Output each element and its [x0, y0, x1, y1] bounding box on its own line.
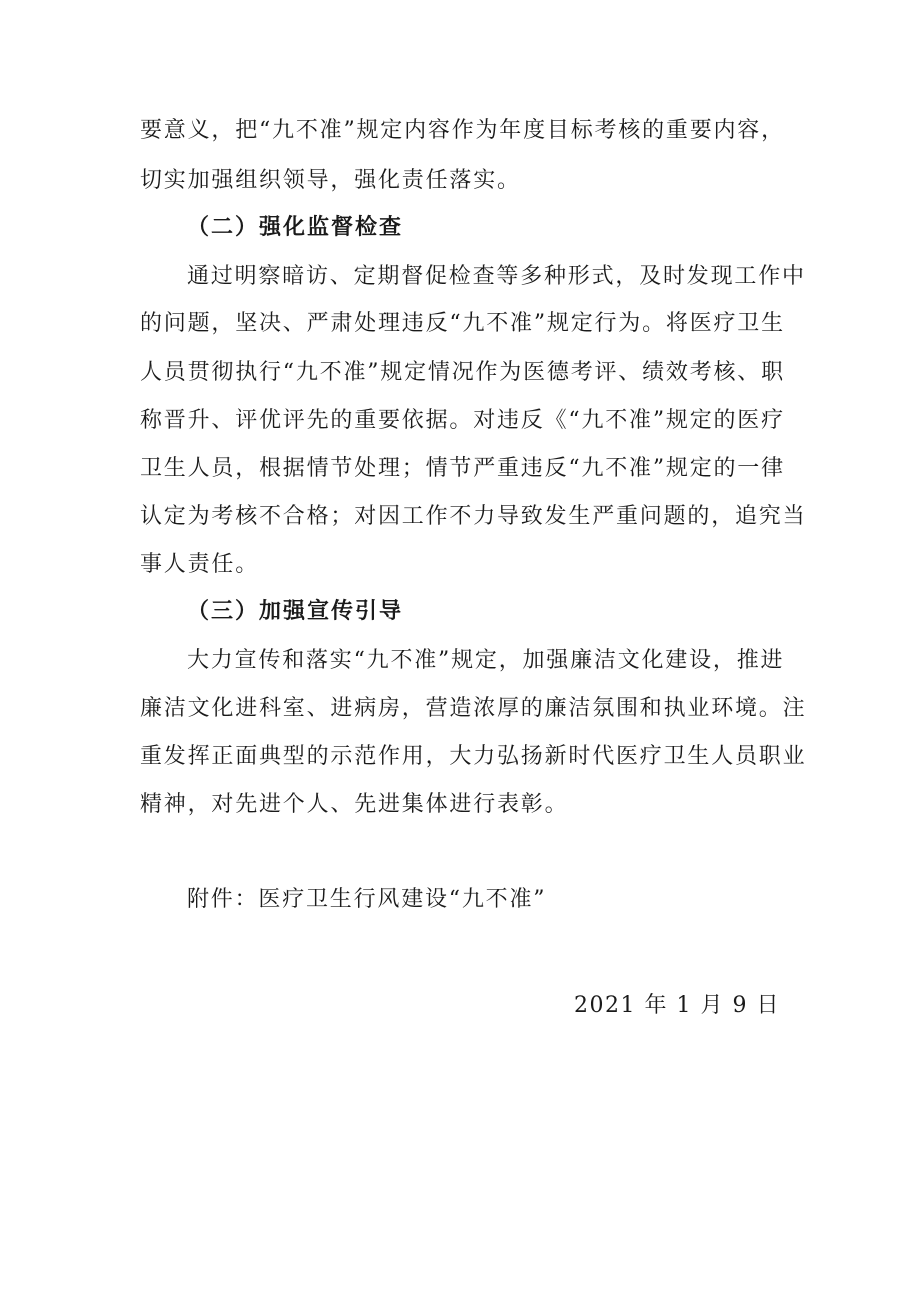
- section-heading-supervision: （二）强化监督检查: [187, 215, 404, 240]
- paragraph-line: 称晋升、评优评先的重要依据。对违反《“九不准”规定的医疗: [140, 408, 785, 433]
- paragraph-line: 通过明察暗访、定期督促检查等多种形式，及时发现工作中: [187, 264, 806, 289]
- paragraph-line: 切实加强组织领导，强化责任落实。: [140, 168, 521, 193]
- paragraph-line: 廉洁文化进科室、进病房，营造浓厚的廉洁氛围和执业环境。注: [140, 696, 807, 721]
- paragraph-line: 要意义，把“九不准”规定内容作为年度目标考核的重要内容，: [140, 118, 785, 143]
- paragraph-line: 精神，对先进个人、先进集体进行表彰。: [140, 792, 569, 817]
- document-date: 2021 年 1 月 9 日: [574, 993, 780, 1018]
- paragraph-line: 人员贯彻执行“九不准”规定情况作为医德考评、绩效考核、职: [140, 360, 785, 385]
- paragraph-line: 卫生人员，根据情节处理；情节严重违反“九不准”规定的一律: [140, 456, 785, 481]
- paragraph-line: 大力宣传和落实“九不准”规定，加强廉洁文化建设，推进: [187, 648, 785, 673]
- section-heading-publicity: （三）加强宣传引导: [187, 599, 404, 624]
- paragraph-line: 事人责任。: [140, 552, 260, 577]
- paragraph-line: 重发挥正面典型的示范作用，大力弘扬新时代医疗卫生人员职业: [140, 744, 807, 769]
- paragraph-line: 认定为考核不合格；对因工作不力导致发生严重问题的，追究当: [140, 504, 807, 529]
- paragraph-line: 的问题，坚决、严肃处理违反“九不准”规定行为。将医疗卫生: [140, 311, 785, 336]
- attachment-line: 附件：医疗卫生行风建设“九不准”: [187, 887, 547, 912]
